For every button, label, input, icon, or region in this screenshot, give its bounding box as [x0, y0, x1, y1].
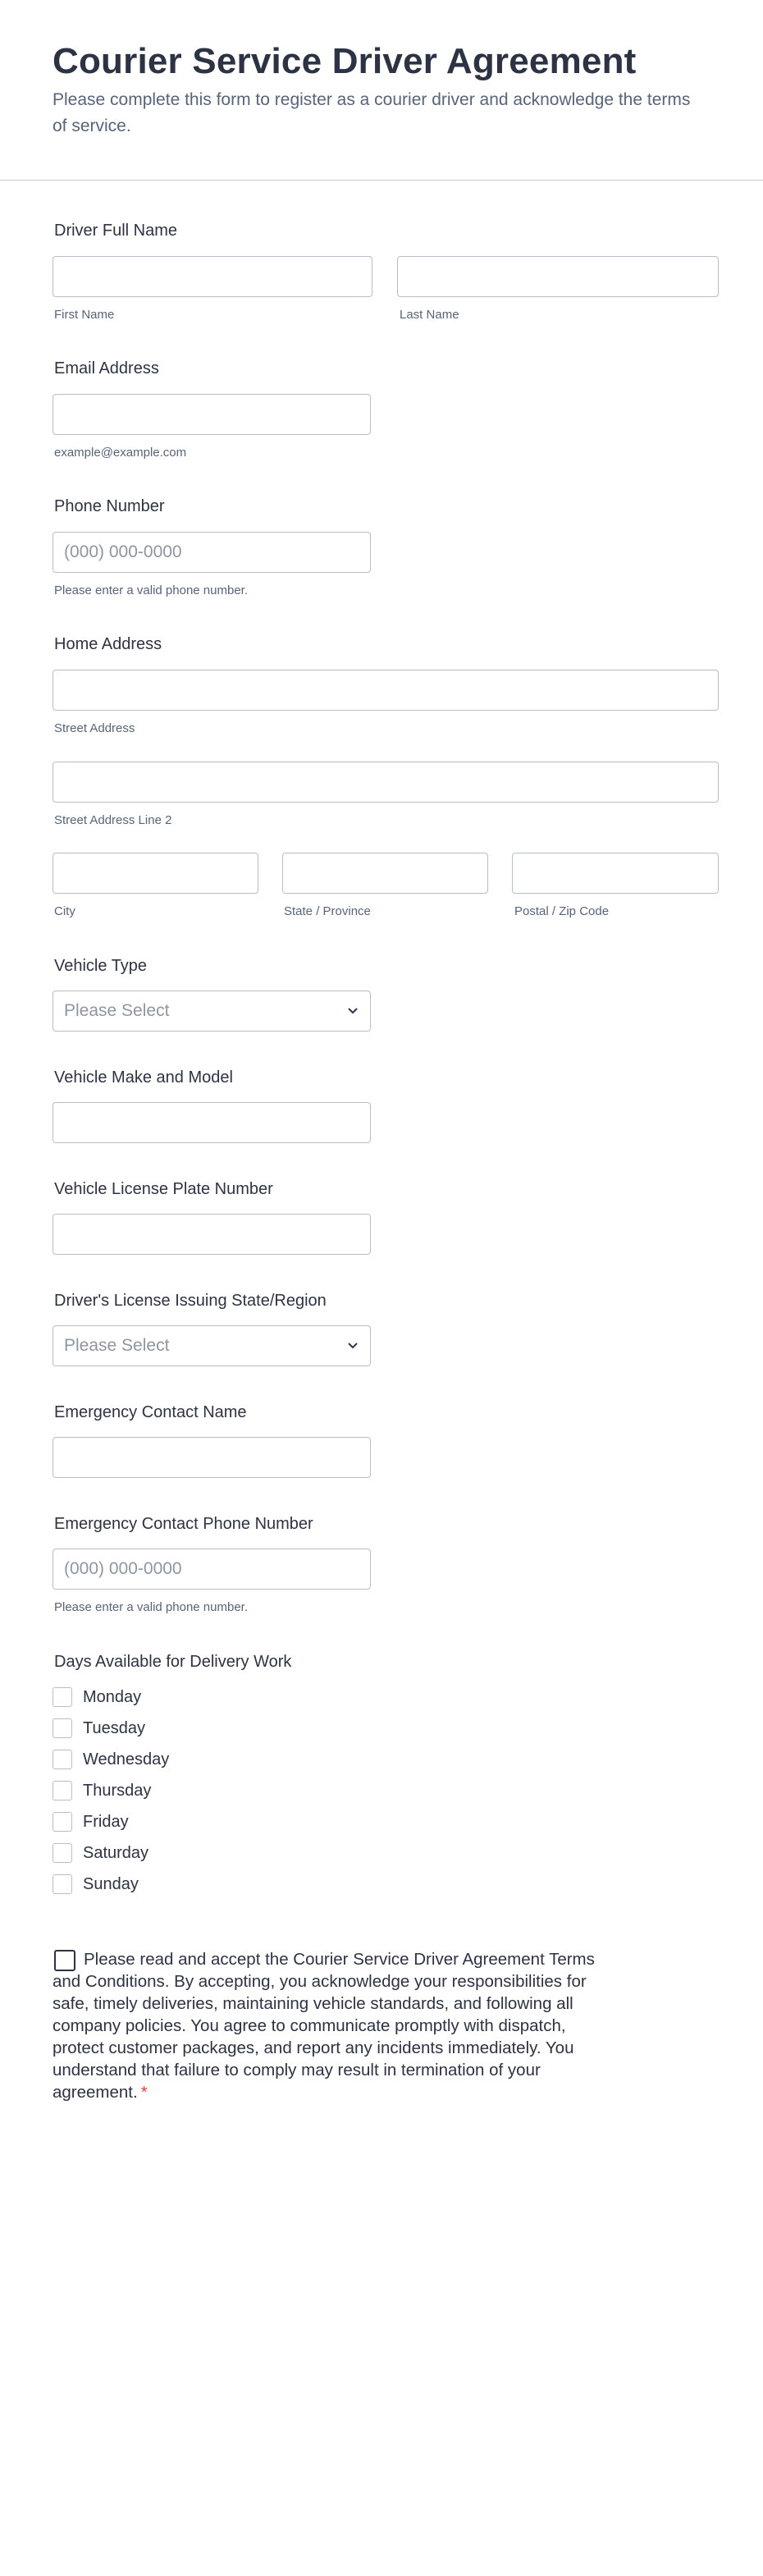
license-state-select[interactable]	[53, 1325, 371, 1366]
terms-body: Please read and accept the Courier Service Driver Agreement Terms and Conditions. By accepting, you acknowledge your responsibilities for safe, timely deliveries, maintaining vehicle standards, and following all company policies. You agree to communicate promptly with dispatch, protect customer packages, and report any incidents immediately. You understand that failure to comply may result in termination of your agreement.	[53, 1950, 595, 2102]
checkbox-label-wednesday: Wednesday	[83, 1750, 170, 1768]
street-address-2-input[interactable]	[53, 762, 719, 803]
checkbox-label-thursday: Thursday	[83, 1782, 152, 1800]
street-address-sublabel: Street Address	[54, 721, 135, 735]
checkbox-label-friday: Friday	[83, 1813, 129, 1831]
vehicle-make-input[interactable]	[53, 1102, 371, 1143]
checkbox-label-sunday: Sunday	[83, 1875, 139, 1893]
phone-placeholder: (000) 000-0000	[64, 542, 182, 561]
first-name-sublabel: First Name	[54, 308, 115, 322]
checkbox-label-monday: Monday	[83, 1688, 142, 1706]
license-state-selected: Please Select	[64, 1336, 170, 1355]
vehicle-type-selected: Please Select	[64, 1001, 170, 1020]
checkbox-sunday[interactable]	[53, 1874, 72, 1894]
license-state-label: Driver's License Issuing State/Region	[54, 1292, 327, 1310]
checkbox-label-saturday: Saturday	[83, 1844, 149, 1862]
city-sublabel: City	[54, 904, 75, 918]
required-asterisk: *	[140, 2083, 148, 2102]
checkbox-monday[interactable]	[53, 1687, 72, 1707]
emergency-name-input[interactable]	[53, 1437, 371, 1478]
last-name-input[interactable]	[397, 256, 719, 297]
chevron-down-icon	[345, 1338, 360, 1352]
full-name-label: Driver Full Name	[54, 222, 178, 240]
checkbox-friday[interactable]	[53, 1812, 72, 1832]
zip-input[interactable]	[512, 853, 719, 894]
page-title: Courier Service Driver Agreement	[53, 41, 637, 81]
plate-label: Vehicle License Plate Number	[54, 1180, 273, 1198]
vehicle-make-label: Vehicle Make and Model	[54, 1068, 233, 1087]
last-name-sublabel: Last Name	[400, 308, 459, 322]
phone-input[interactable]	[53, 532, 371, 573]
emergency-phone-placeholder: (000) 000-0000	[64, 1559, 182, 1578]
days-label: Days Available for Delivery Work	[54, 1653, 292, 1671]
street-address-2-sublabel: Street Address Line 2	[54, 813, 172, 827]
city-input[interactable]	[53, 853, 258, 894]
checkbox-thursday[interactable]	[53, 1781, 72, 1800]
terms-text	[53, 1948, 619, 2103]
emergency-name-label: Emergency Contact Name	[54, 1403, 247, 1421]
street-address-input[interactable]	[53, 670, 719, 711]
checkbox-label-tuesday: Tuesday	[83, 1719, 145, 1737]
first-name-input[interactable]	[53, 256, 372, 297]
state-input[interactable]	[282, 853, 488, 894]
plate-input[interactable]	[53, 1214, 371, 1255]
phone-label: Phone Number	[54, 497, 165, 515]
emergency-phone-sublabel: Please enter a valid phone number.	[54, 1600, 248, 1614]
emergency-phone-label: Emergency Contact Phone Number	[54, 1515, 313, 1533]
checkbox-wednesday[interactable]	[53, 1750, 72, 1769]
vehicle-type-select[interactable]	[53, 991, 371, 1032]
address-label: Home Address	[54, 635, 162, 653]
checkbox-saturday[interactable]	[53, 1843, 72, 1863]
email-input[interactable]	[53, 394, 371, 435]
checkbox-tuesday[interactable]	[53, 1718, 72, 1738]
page-subtitle: Please complete this form to register as a courier driver and acknowledge the terms of service.	[53, 90, 691, 135]
phone-sublabel: Please enter a valid phone number.	[54, 583, 248, 597]
vehicle-type-label: Vehicle Type	[54, 957, 148, 975]
email-sublabel: example@example.com	[54, 446, 187, 460]
state-sublabel: State / Province	[284, 904, 371, 918]
email-label: Email Address	[54, 359, 159, 377]
emergency-phone-input[interactable]	[53, 1549, 371, 1590]
form-header	[0, 0, 763, 181]
chevron-down-icon	[345, 1003, 360, 1018]
zip-sublabel: Postal / Zip Code	[514, 904, 610, 918]
